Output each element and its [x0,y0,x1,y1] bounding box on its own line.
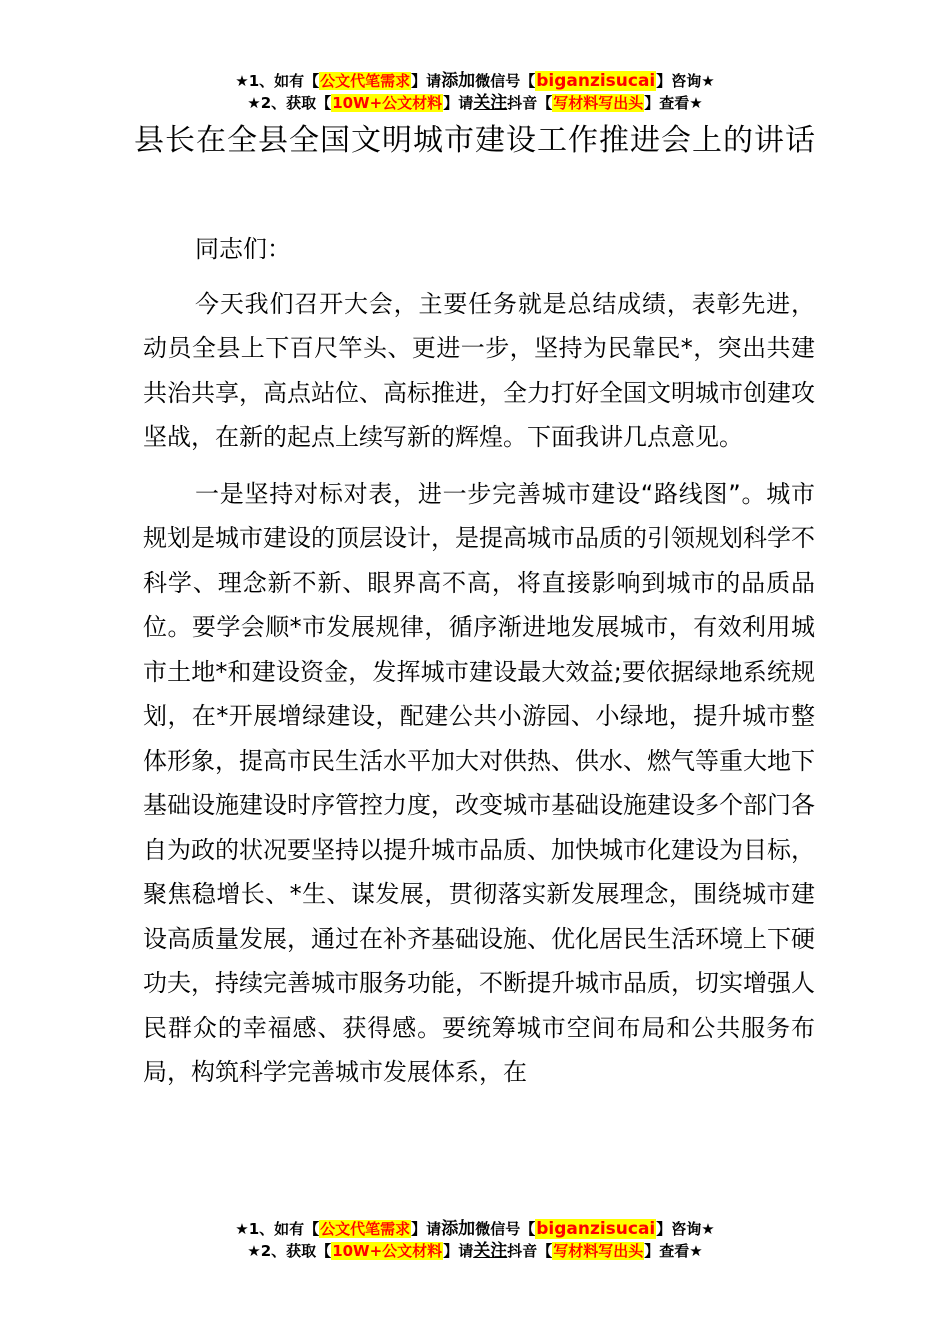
banner-2-mid2: 抖音【 [507,94,553,112]
banner-1-suffix: 】咨询★ [656,72,715,90]
footer-2-highlight-douyin: 写材料写出头 [553,1242,644,1260]
footer-1-highlight-wechat: biganzisucai [536,1219,656,1239]
footer-banner-line-2 [0,1240,950,1262]
footer-2-suffix: 】查看★ [644,1242,703,1260]
banner-1-prefix: ★1、如有【 [235,72,320,90]
banner-1-emphasis: 添加 [441,71,476,91]
banner-1-highlight-wechat: biganzisucai [536,71,656,91]
banner-line-2 [0,92,950,114]
footer-1-mid: 】请 [411,1220,442,1238]
banner-2-suffix: 】查看★ [644,94,703,112]
footer-1-mid2: 微信号【 [475,1220,536,1238]
footer-banner-line-1 [0,1218,950,1240]
banner-2-highlight-materials: 10W+公文材料 [332,94,443,112]
footer-1-prefix: ★1、如有【 [235,1220,320,1238]
banner-2-emphasis: 关注 [473,93,508,113]
banner-2-prefix: ★2、获取【 [247,94,332,112]
banner-2-highlight-douyin: 写材料写出头 [553,94,644,112]
footer-2-mid2: 抖音【 [507,1242,553,1260]
banner-2-mid: 】请 [443,94,474,112]
footer-2-prefix: ★2、获取【 [247,1242,332,1260]
salutation: 同志们： [195,235,291,263]
banner-1-highlight-service: 公文代笔需求 [320,72,411,90]
footer-banner [0,1218,950,1262]
document-body [143,227,815,1107]
header-banner [0,70,950,114]
footer-2-emphasis: 关注 [473,1241,508,1261]
footer-1-suffix: 】咨询★ [656,1220,715,1238]
paragraph-intro: 今天我们召开大会，主要任务就是总结成绩，表彰先进，动员全县上下百尺竿头、更进一步，坚持为民靠民*，突出共建共治共享，高点站位、高标推进，全力打好全国文明城市创建攻坚战，在新的起点上续写新的辉煌。下面我讲几点意见。 [143,289,815,451]
document-title: 县长在全县全国文明城市建设工作推进会上的讲话 [134,123,816,158]
banner-1-mid: 】请 [411,72,442,90]
footer-2-mid: 】请 [443,1242,474,1260]
footer-1-emphasis: 添加 [441,1219,476,1239]
paragraph-point-one: 一是坚持对标对表，进一步完善城市建设“路线图”。城市规划是城市建设的顶层设计，是提高城市品质的引领规划科学不科学、理念新不新、眼界高不高，将直接影响到城市的品质品位。要学会顺*市发展规律，循序渐进地发展城市，有效利用城市土地*和建设资金，发挥城市建设最大效益;要依据绿地系统规划，在*开展增绿建设，配建公共小游园、小绿地，提升城市整体形象，提高市民生活水平加大对供热、供水、燃气等重大地下基础设施建设时序管控力度，改变城市基础设施建设多个部门各自为政的状况要坚持以提升城市品质、加快城市化建设为目标，聚焦稳增长、*生、谋发展，贯彻落实新发展理念，围绕城市建设高质量发展，通过在补齐基础设施、优化居民生活环境上下硬功夫，持续完善城市服务功能，不断提升城市品质，切实增强人民群众的幸福感、获得感。要统筹城市空间布局和公共服务布局，构筑科学完善城市发展体系，在 [143,479,815,1086]
footer-1-highlight-service: 公文代笔需求 [320,1220,411,1238]
footer-2-highlight-materials: 10W+公文材料 [332,1242,443,1260]
banner-line-1 [0,70,950,92]
banner-1-mid2: 微信号【 [475,72,536,90]
